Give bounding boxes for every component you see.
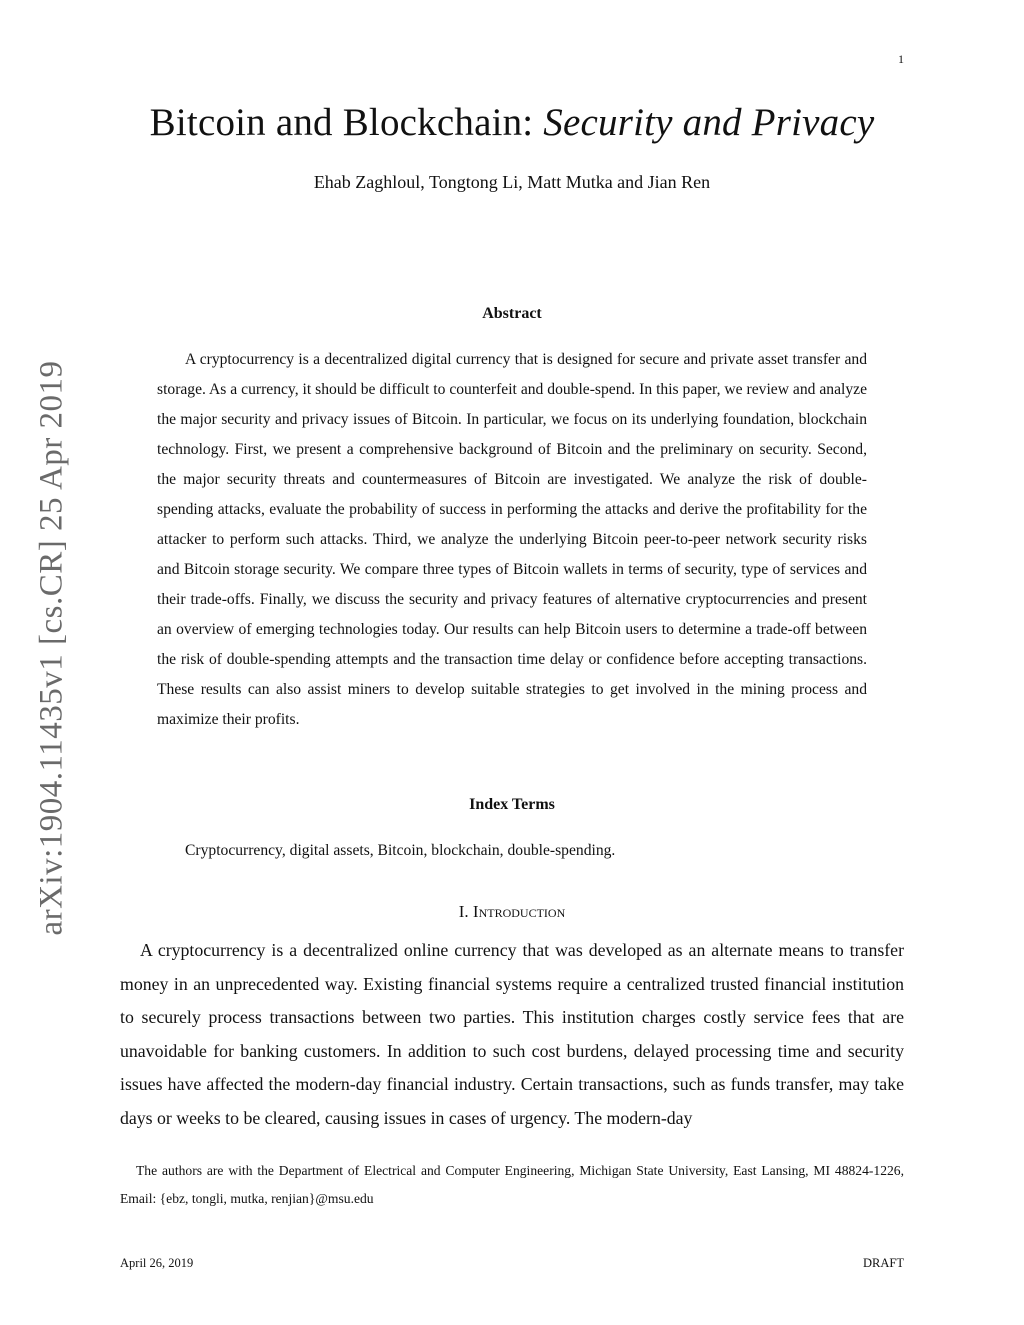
paper-title-subtitle: Security and Privacy: [543, 101, 875, 144]
author-list: Ehab Zaghloul, Tongtong Li, Matt Mutka and Jian Ren: [313, 172, 711, 192]
page-number: 1: [898, 52, 904, 66]
arxiv-stamp: arXiv:1904.11435v1 [cs.CR] 25 Apr 2019: [33, 360, 70, 936]
abstract-text: A cryptocurrency is a decentralized digital currency that is designed for secure and private asset transfer and storage. As a currency, it should be difficult to counterfeit and double-spend. In this paper, we review and analyze the major security and privacy issues of Bitcoin. In particular, we focus on its underlying foundation, blockchain technology. First, we present a comprehensive background of Bitcoin and the preliminary on security. Second, the major security threats and countermeasures of Bitcoin are investigated. We analyze the risk of double-spending attacks, evaluate the probability of success in performing the attacks and derive the profitability for the attacker to perform such attacks. Third, we analyze the underlying Bitcoin peer-to-peer network security risks and Bitcoin storage security. We compare three types of Bitcoin wallets in terms of security, type of services and their trade-offs. Finally, we discuss the security and privacy features of alternative cryptocurrencies and present an overview of emerging technologies today. Our results can help Bitcoin users to determine a trade-off between the risk of double-spending attempts and the transaction time delay or confidence before accepting transactions. These results can also assist miners to develop suitable strategies to get involved in the mining process and maximize their profits.: [157, 351, 867, 728]
abstract-heading: Abstract: [482, 305, 542, 322]
footer-date: April 26, 2019: [120, 1256, 194, 1270]
section-number: I.: [458, 902, 473, 921]
section-heading: [0, 902, 1024, 922]
introduction-text: A cryptocurrency is a decentralized online currency that was developed as an alternate means to transfer money in an unprecedented way. Existing financial systems require a centralized trusted financial institution to securely process transactions between two parties. This institution charges costly service fees that are unavoidable for banking customers. In addition to such cost burdens, delayed processing time and security issues have affected the modern-day financial industry. Certain transactions, such as funds transfer, may take days or weeks to be cleared, causing issues in cases of urgency. The modern-day: [120, 940, 904, 1128]
author-affiliation-footnote: The authors are with the Department of Electrical and Computer Engineering, Michigan State University, East Lansing, MI 48824-1226, Email: {ebz, tongli, mutka, renjian}@msu.edu: [120, 1163, 904, 1206]
index-terms-heading: Index Terms: [469, 796, 555, 813]
paper-title: [0, 100, 1024, 145]
footer-draft-label: DRAFT: [863, 1256, 904, 1270]
paper-title-main: Bitcoin and Blockchain:: [149, 101, 544, 144]
section-title: Introduction: [472, 902, 566, 921]
index-terms-text: Cryptocurrency, digital assets, Bitcoin, blockchain, double-spending.: [185, 842, 616, 859]
